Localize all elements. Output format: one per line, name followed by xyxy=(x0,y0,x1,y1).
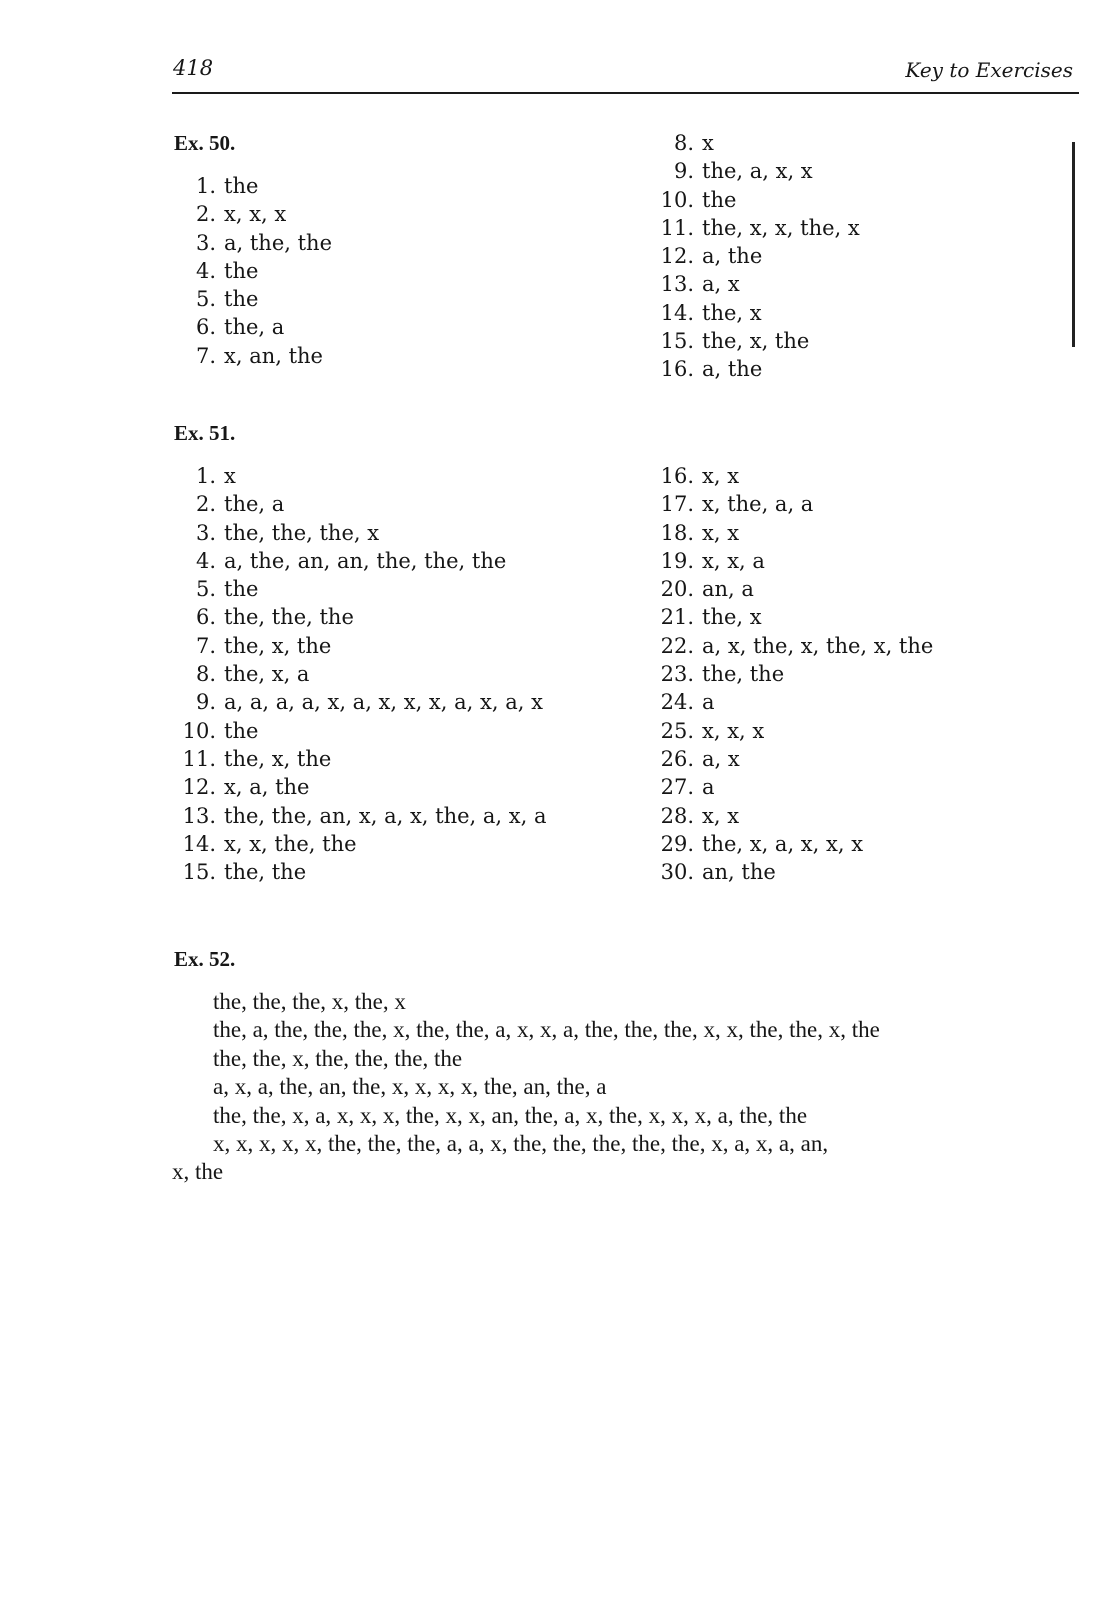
ex52-line: the, the, the, x, the, x xyxy=(213,989,406,1014)
header-rule xyxy=(172,92,1079,94)
answer-number: 28. xyxy=(660,803,694,828)
answer-text: a, x, the, x, the, x, the xyxy=(702,633,934,658)
answer-item xyxy=(650,129,860,157)
answer-text: the, x, the xyxy=(702,329,810,354)
answer-number: 18. xyxy=(660,520,694,545)
answer-number: 3. xyxy=(195,520,216,545)
answer-text: x, x, x xyxy=(702,718,765,743)
ex52-line: the, a, the, the, the, x, the, the, a, x, x, a, the, the, the, x, x, the, the, x, the xyxy=(213,1017,880,1043)
answer-text: x, the, a, a xyxy=(702,492,814,517)
answer-number: 20. xyxy=(660,577,694,602)
ex52-line: the, the, x, a, x, x, x, the, x, x, an, the, a, x, the, x, x, x, a, the, the xyxy=(213,1102,808,1128)
answer-text: the xyxy=(224,577,259,602)
running-title: Key to Exercises xyxy=(905,58,1073,82)
answer-item xyxy=(650,717,933,745)
answer-number: 11. xyxy=(182,746,216,771)
answer-text: x, x, a xyxy=(702,548,765,573)
answer-number: 15. xyxy=(182,860,216,885)
answer-item xyxy=(650,547,933,575)
answer-number: 8. xyxy=(195,662,216,687)
answer-number: 13. xyxy=(182,803,216,828)
answer-text: a, a, a, a, x, a, x, x, x, a, x, a, x xyxy=(224,690,543,715)
answer-text: the xyxy=(224,718,259,743)
answer-number: 10. xyxy=(660,187,694,212)
answer-text: the xyxy=(224,174,259,198)
answer-item xyxy=(172,632,546,660)
answer-number: 10. xyxy=(182,718,216,743)
answer-number: 4. xyxy=(195,258,216,283)
answer-text: x xyxy=(224,464,236,488)
answer-text: a, x xyxy=(702,746,740,771)
answer-text: x, x xyxy=(702,520,740,545)
answer-item xyxy=(650,462,933,490)
ex50-right-column xyxy=(650,129,860,384)
answer-item xyxy=(650,858,933,886)
answer-number: 1. xyxy=(195,464,216,488)
answer-item xyxy=(172,200,332,228)
ex52-line: x, the xyxy=(172,1159,224,1185)
answer-text: a, the xyxy=(702,357,763,382)
answer-item xyxy=(650,745,933,773)
answer-text: an, a xyxy=(702,577,754,602)
answer-number: 4. xyxy=(195,548,216,573)
answer-number: 1. xyxy=(195,174,216,198)
answer-number: 30. xyxy=(660,860,694,885)
answer-number: 7. xyxy=(195,343,216,368)
ex52-paragraph xyxy=(172,988,1072,1187)
ex51-left-column xyxy=(172,462,546,886)
answer-text: the, x, a xyxy=(224,662,310,687)
answer-number: 27. xyxy=(660,775,694,800)
answer-text: the, the xyxy=(224,860,307,885)
answer-text: the xyxy=(224,258,259,283)
answer-item xyxy=(172,462,546,490)
answer-number: 13. xyxy=(660,272,694,297)
answer-number: 22. xyxy=(660,633,694,658)
answer-number: 2. xyxy=(195,492,216,517)
answer-item xyxy=(172,603,546,631)
answer-text: a xyxy=(702,690,715,715)
answer-item xyxy=(650,355,860,383)
ex50-left-column xyxy=(172,172,332,370)
page-number: 418 xyxy=(173,56,214,80)
answer-number: 25. xyxy=(660,718,694,743)
answer-number: 9. xyxy=(673,159,694,184)
answer-text: a, the, an, an, the, the, the xyxy=(224,548,507,573)
answer-number: 19. xyxy=(660,548,694,573)
answer-text: x, x xyxy=(702,464,740,488)
answer-item xyxy=(172,257,332,285)
answer-item xyxy=(172,773,546,801)
answer-number: 5. xyxy=(195,577,216,602)
answer-number: 16. xyxy=(660,464,694,488)
answer-item xyxy=(650,575,933,603)
margin-bar xyxy=(1072,142,1075,347)
answer-text: the xyxy=(224,287,259,312)
answer-text: the, x xyxy=(702,605,762,630)
answer-text: the, x, a, x, x, x xyxy=(702,831,864,856)
answer-item xyxy=(172,547,546,575)
answer-text: a, x xyxy=(702,272,740,297)
answer-item xyxy=(650,802,933,830)
answer-number: 23. xyxy=(660,662,694,687)
answer-number: 5. xyxy=(195,287,216,312)
ex52-line: the, the, x, the, the, the, the xyxy=(213,1045,463,1071)
answer-text: the, x, the xyxy=(224,746,332,771)
answer-item xyxy=(172,802,546,830)
answer-text: the, x, x, the, x xyxy=(702,215,860,240)
answer-number: 21. xyxy=(660,605,694,630)
answer-text: a, the xyxy=(702,244,763,269)
answer-item xyxy=(172,229,332,257)
answer-number: 14. xyxy=(660,300,694,325)
answer-item xyxy=(650,660,933,688)
ex51-right-column xyxy=(650,462,933,886)
answer-text: the, the xyxy=(702,662,785,687)
answer-item xyxy=(172,172,332,200)
answer-item xyxy=(650,327,860,355)
answer-text: x, a, the xyxy=(224,775,310,800)
answer-item xyxy=(172,575,546,603)
answer-item xyxy=(650,299,860,327)
ex52-heading: Ex. 52. xyxy=(174,947,236,971)
answer-number: 12. xyxy=(182,775,216,800)
answer-text: a xyxy=(702,775,715,800)
answer-text: the, the, the, x xyxy=(224,520,380,545)
answer-item xyxy=(650,186,860,214)
ex52-line: a, x, a, the, an, the, x, x, x, x, the, an, the, a xyxy=(213,1074,607,1100)
answer-text: the, the, the xyxy=(224,605,354,630)
answer-number: 3. xyxy=(195,230,216,255)
answer-text: a, the, the xyxy=(224,230,333,255)
answer-item xyxy=(650,157,860,185)
answer-item xyxy=(172,313,332,341)
answer-number: 16. xyxy=(660,357,694,382)
answer-number: 14. xyxy=(182,831,216,856)
answer-text: the, a, x, x xyxy=(702,159,813,184)
answer-text: the, x, the xyxy=(224,633,332,658)
answer-item xyxy=(172,519,546,547)
answer-text: x, x xyxy=(702,803,740,828)
answer-item xyxy=(172,688,546,716)
answer-number: 6. xyxy=(195,605,216,630)
answer-text: the, a xyxy=(224,492,285,517)
answer-item xyxy=(650,242,860,270)
answer-item xyxy=(172,660,546,688)
answer-item xyxy=(172,717,546,745)
answer-text: x, x, x xyxy=(224,202,287,227)
answer-text: the, x xyxy=(702,300,762,325)
answer-number: 9. xyxy=(195,690,216,715)
answer-number: 7. xyxy=(195,633,216,658)
answer-item xyxy=(650,214,860,242)
answer-item xyxy=(172,285,332,313)
answer-item xyxy=(650,632,933,660)
answer-number: 17. xyxy=(660,492,694,517)
answer-number: 6. xyxy=(195,315,216,340)
answer-item xyxy=(172,342,332,370)
answer-number: 8. xyxy=(673,131,694,155)
answer-text: the, the, an, x, a, x, the, a, x, a xyxy=(224,803,547,828)
answer-number: 26. xyxy=(660,746,694,771)
answer-item xyxy=(650,773,933,801)
answer-text: the xyxy=(702,187,737,212)
answer-number: 15. xyxy=(660,329,694,354)
answer-text: x xyxy=(702,131,714,155)
answer-item xyxy=(172,745,546,773)
answer-number: 2. xyxy=(195,202,216,227)
ex52-line: x, x, x, x, x, the, the, the, a, a, x, the, the, the, the, the, x, a, x, a, an, xyxy=(213,1131,829,1157)
answer-number: 24. xyxy=(660,690,694,715)
ex51-heading: Ex. 51. xyxy=(174,421,236,445)
answer-text: the, a xyxy=(224,315,285,340)
answer-item xyxy=(650,688,933,716)
answer-item xyxy=(172,858,546,886)
answer-number: 29. xyxy=(660,831,694,856)
answer-item xyxy=(650,490,933,518)
answer-number: 11. xyxy=(660,215,694,240)
answer-item xyxy=(650,603,933,631)
answer-text: an, the xyxy=(702,860,776,885)
answer-item xyxy=(172,490,546,518)
answer-item xyxy=(172,830,546,858)
answer-text: x, an, the xyxy=(224,343,323,368)
answer-item xyxy=(650,830,933,858)
answer-number: 12. xyxy=(660,244,694,269)
answer-text: x, x, the, the xyxy=(224,831,357,856)
answer-item xyxy=(650,270,860,298)
answer-item xyxy=(650,519,933,547)
ex50-heading: Ex. 50. xyxy=(174,131,236,155)
